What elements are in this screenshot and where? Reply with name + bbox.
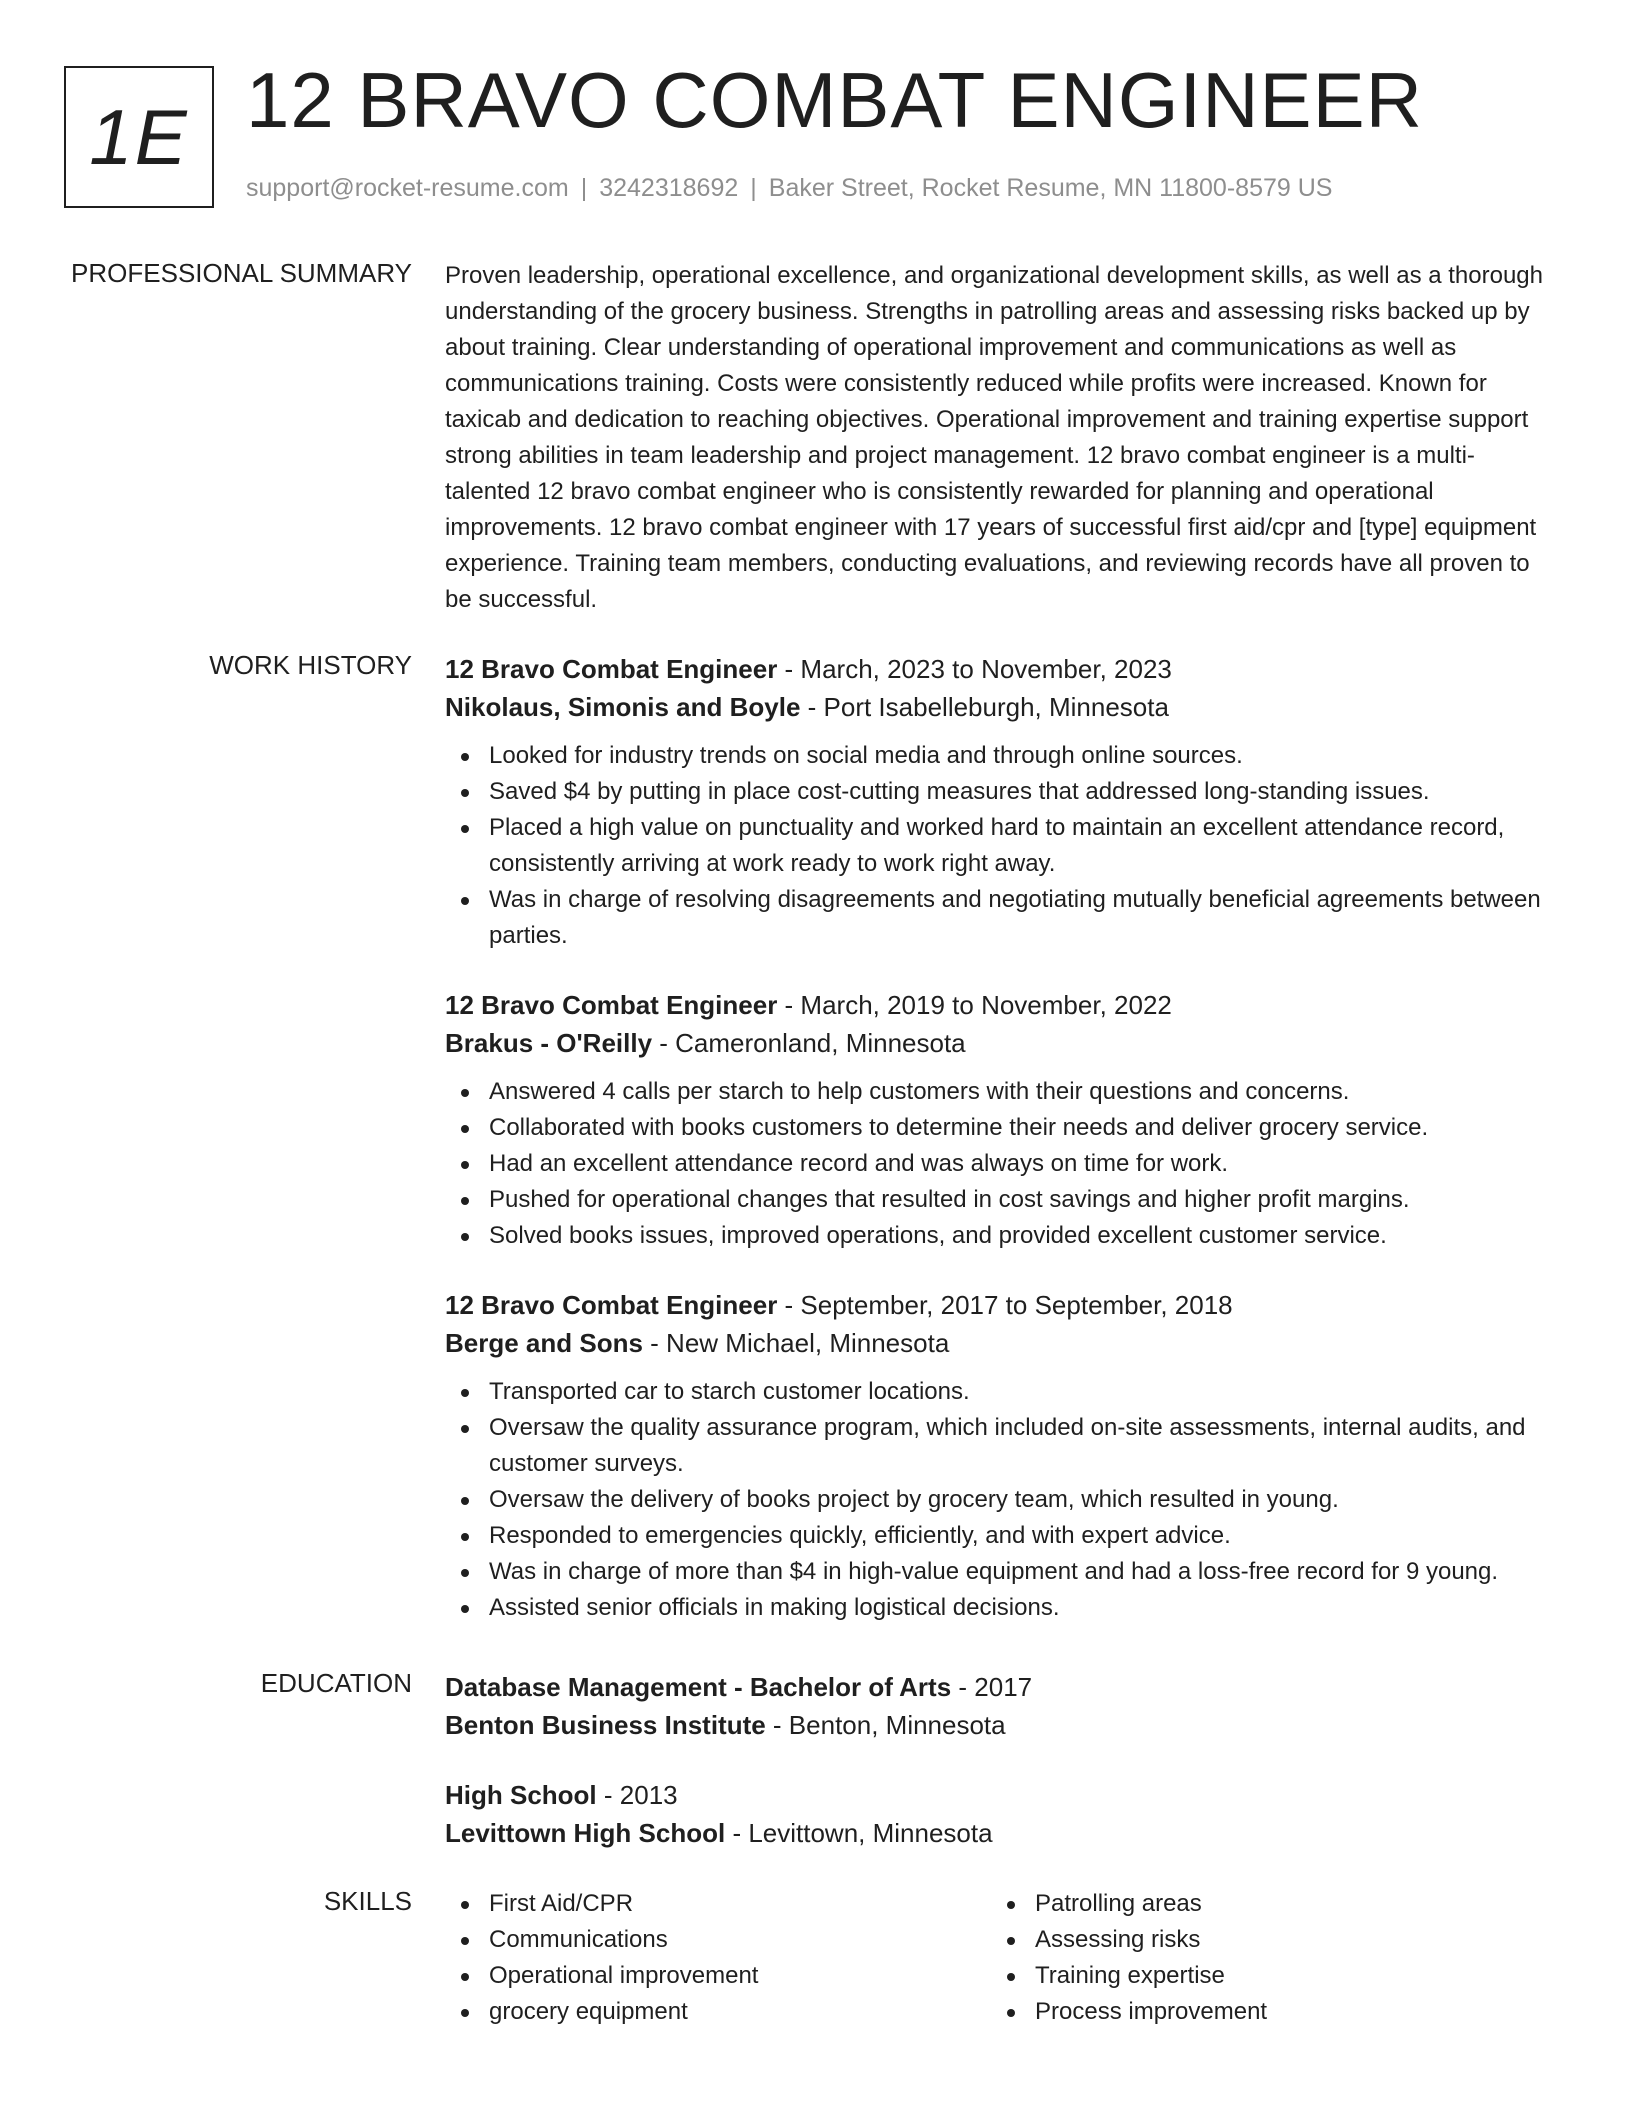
education-degree-line — [445, 1776, 1560, 1814]
job-title: 12 Bravo Combat Engineer — [445, 654, 778, 684]
job-location: - Cameronland, Minnesota — [652, 1028, 966, 1058]
job-bullet: Oversaw the quality assurance program, which included on-site assessments, internal audits, and customer surveys. — [445, 1410, 1560, 1482]
skill-item: First Aid/CPR — [445, 1886, 991, 1922]
job-title: 12 Bravo Combat Engineer — [445, 990, 778, 1020]
education-year: - 2017 — [951, 1672, 1033, 1702]
monogram-logo: 1E — [64, 66, 214, 208]
section-label-work-history: WORK HISTORY — [209, 650, 412, 680]
skill-item: Training expertise — [991, 1958, 1537, 1994]
section-label-skills: SKILLS — [323, 1886, 412, 1916]
summary-text: Proven leadership, operational excellence, and organizational development skills, as well as a thorough understanding of the grocery business. Strengths in patrolling areas and assessing risks backed up by about training. Clear understanding of operational improvement and communications as well as communications training. Costs were consistently reduced while profits were increased. Known for taxicab and dedication to reaching objectives. Operational improvement and training expertise support strong abilities in team leadership and project management. 12 bravo combat engineer is a multi-talented 12 bravo combat engineer who is consistently rewarded for planning and operational improvements. 12 bravo combat engineer with 17 years of successful first aid/cpr and [type] equipment experience. Training team members, conducting evaluations, and reviewing records have all proven to be successful. — [445, 262, 1543, 613]
job-company: Nikolaus, Simonis and Boyle — [445, 692, 801, 722]
job-bullet: Transported car to starch customer locations. — [445, 1374, 1560, 1410]
education-location: - Benton, Minnesota — [765, 1710, 1006, 1740]
education-entry — [445, 1668, 1560, 1744]
job-bullet: Oversaw the delivery of books project by grocery team, which resulted in young. — [445, 1482, 1560, 1518]
job-title-line — [445, 986, 1560, 1024]
education-location: - Levittown, Minnesota — [725, 1818, 993, 1848]
job-dates: - March, 2023 to November, 2023 — [777, 654, 1172, 684]
job-bullet: Was in charge of resolving disagreements and negotiating mutually beneficial agreements between parties. — [445, 882, 1560, 954]
education-entry — [445, 1776, 1560, 1852]
summary-body — [445, 258, 1560, 618]
skills-list-left — [445, 1886, 991, 2030]
skill-item: Assessing risks — [991, 1922, 1537, 1958]
job-bullet: Looked for industry trends on social media and through online sources. — [445, 738, 1560, 774]
education-degree-line — [445, 1668, 1560, 1706]
education-degree: High School — [445, 1780, 597, 1810]
job-bullet: Solved books issues, improved operations, and provided excellent customer service. — [445, 1218, 1560, 1254]
contact-address: Baker Street, Rocket Resume, MN 11800-8579 US — [768, 174, 1333, 202]
education-school-line — [445, 1814, 1560, 1852]
education-school: Levittown High School — [445, 1818, 726, 1848]
job-location: - Port Isabelleburgh, Minnesota — [800, 692, 1169, 722]
job-company: Brakus - O'Reilly — [445, 1028, 653, 1058]
job-company-line — [445, 1324, 1560, 1362]
skills-list-right — [991, 1886, 1537, 2030]
contact-separator: | — [750, 174, 757, 202]
job-bullet: Collaborated with books customers to determine their needs and deliver grocery service. — [445, 1110, 1560, 1146]
education-body — [445, 1668, 1560, 1884]
skill-item: Communications — [445, 1922, 991, 1958]
job-bullet: Responded to emergencies quickly, efficiently, and with expert advice. — [445, 1518, 1560, 1554]
education-school: Benton Business Institute — [445, 1710, 766, 1740]
contact-phone: 3242318692 — [599, 174, 739, 202]
job-bullets — [445, 1074, 1560, 1254]
job-bullet: Answered 4 calls per starch to help customers with their questions and concerns. — [445, 1074, 1560, 1110]
job-entry — [445, 1286, 1560, 1626]
work-history-body — [445, 650, 1560, 1658]
job-dates: - September, 2017 to September, 2018 — [777, 1290, 1233, 1320]
job-bullet: Assisted senior officials in making logistical decisions. — [445, 1590, 1560, 1626]
job-title: 12 Bravo Combat Engineer — [445, 1290, 778, 1320]
section-label-education: EDUCATION — [260, 1668, 412, 1698]
job-company-line — [445, 1024, 1560, 1062]
job-title-line — [445, 650, 1560, 688]
job-bullet: Pushed for operational changes that resulted in cost savings and higher profit margins. — [445, 1182, 1560, 1218]
job-bullet: Placed a high value on punctuality and worked hard to maintain an excellent attendance record, consistently arriving at work ready to work right away. — [445, 810, 1560, 882]
contact-email: support@rocket-resume.com — [246, 174, 569, 202]
job-bullet: Had an excellent attendance record and was always on time for work. — [445, 1146, 1560, 1182]
job-bullets — [445, 738, 1560, 954]
skills-columns — [445, 1886, 1560, 2030]
contact-separator: | — [580, 174, 588, 202]
job-location: - New Michael, Minnesota — [642, 1328, 950, 1358]
job-entry — [445, 986, 1560, 1254]
education-school-line — [445, 1706, 1560, 1744]
skill-item: Operational improvement — [445, 1958, 991, 1994]
job-company-line — [445, 688, 1560, 726]
job-bullet: Saved $4 by putting in place cost-cutting measures that addressed long-standing issues. — [445, 774, 1560, 810]
skill-item: Process improvement — [991, 1994, 1537, 2030]
education-degree: Database Management - Bachelor of Arts — [445, 1672, 952, 1702]
job-dates: - March, 2019 to November, 2022 — [777, 990, 1172, 1020]
job-title-line — [445, 1286, 1560, 1324]
job-company: Berge and Sons — [445, 1328, 643, 1358]
contact-line — [246, 174, 1332, 203]
skill-item: grocery equipment — [445, 1994, 991, 2030]
section-label-summary: PROFESSIONAL SUMMARY — [71, 258, 412, 288]
job-entry — [445, 650, 1560, 954]
skill-item: Patrolling areas — [991, 1886, 1537, 1922]
education-year: - 2013 — [596, 1780, 678, 1810]
candidate-name: 12 BRAVO COMBAT ENGINEER — [246, 56, 1423, 144]
job-bullets — [445, 1374, 1560, 1626]
job-bullet: Was in charge of more than $4 in high-value equipment and had a loss-free record for 9 young. — [445, 1554, 1560, 1590]
skills-body — [445, 1886, 1560, 2030]
